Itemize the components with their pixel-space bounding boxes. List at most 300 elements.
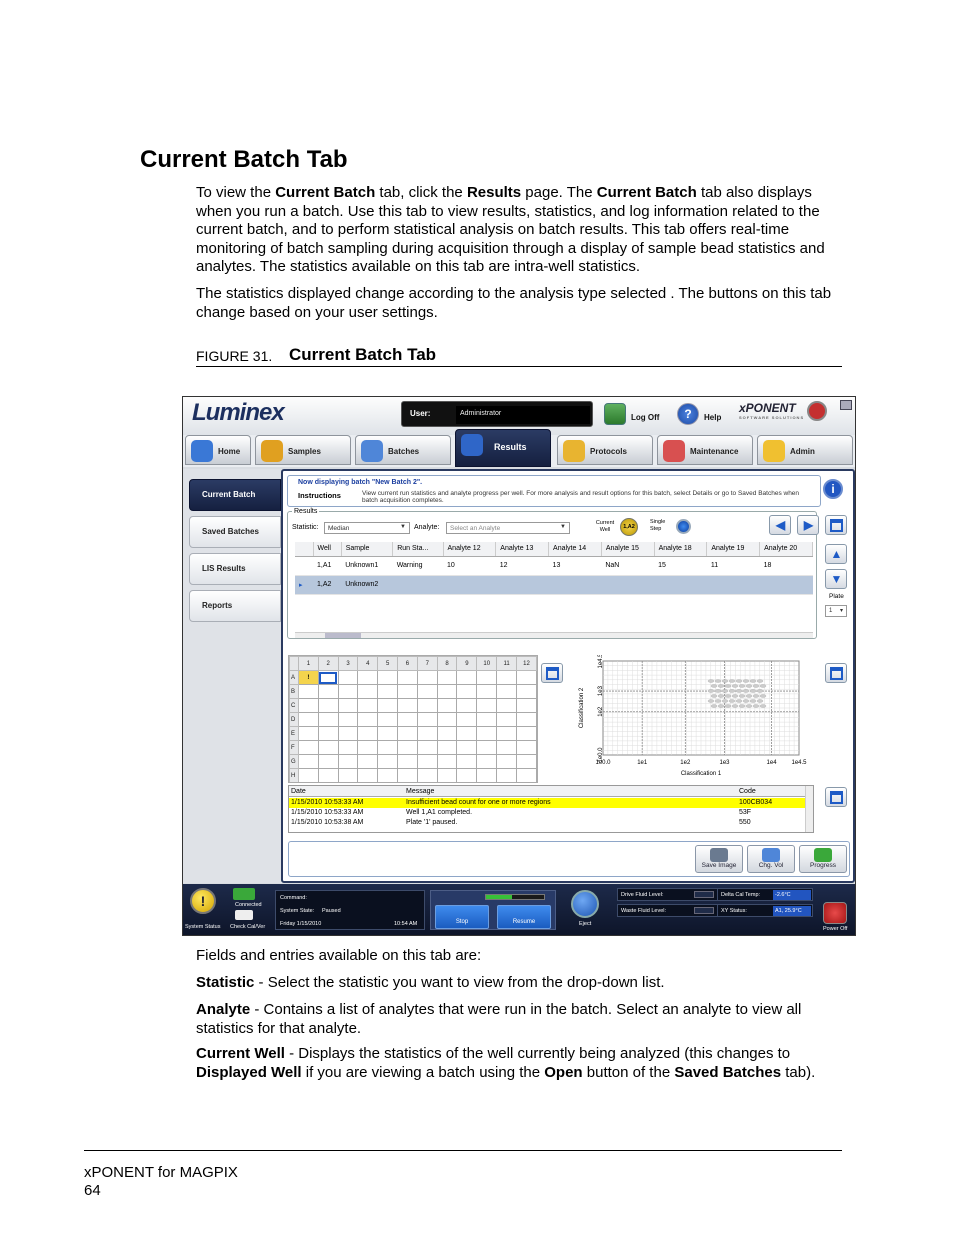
tab-samples[interactable] bbox=[255, 435, 351, 465]
plate-well[interactable] bbox=[437, 755, 457, 769]
bead-region bbox=[722, 680, 728, 683]
classification-chart bbox=[573, 655, 823, 783]
save-image-button[interactable] bbox=[695, 845, 743, 873]
run-controls bbox=[430, 890, 556, 930]
status-bar bbox=[183, 884, 856, 936]
batch-display-message: Now displaying batch "New Batch 2". bbox=[298, 479, 423, 486]
column-header[interactable]: Well bbox=[313, 542, 341, 556]
sidebar-item-saved-batches[interactable]: Saved Batches bbox=[189, 516, 281, 548]
analyte-select[interactable]: Select an Analyte ▼ bbox=[446, 522, 570, 534]
plate-well[interactable] bbox=[398, 671, 418, 685]
table-cell: 10 bbox=[443, 556, 496, 575]
plate-well[interactable] bbox=[437, 769, 457, 783]
help-button[interactable]: ? Help bbox=[677, 403, 729, 427]
plate-row-header: A bbox=[290, 671, 299, 685]
bead-region bbox=[760, 705, 766, 708]
plate-well-warning[interactable]: ! bbox=[298, 671, 318, 685]
plate-well[interactable] bbox=[497, 741, 517, 755]
bead-region bbox=[746, 685, 752, 688]
plate-corner bbox=[290, 657, 299, 671]
single-step-label: Single Step bbox=[650, 519, 666, 532]
classification-chart-svg bbox=[573, 655, 823, 783]
bead-region bbox=[732, 685, 738, 688]
command-label: Command: bbox=[280, 895, 307, 901]
expand-plate-button[interactable] bbox=[541, 663, 563, 683]
system-state-value: Paused bbox=[322, 908, 341, 914]
log-cell: 1/15/2010 10:53:33 AM bbox=[291, 799, 364, 806]
tab-protocols[interactable] bbox=[557, 435, 653, 465]
column-header[interactable]: Analyte 18 bbox=[654, 542, 707, 556]
column-header[interactable]: Analyte 12 bbox=[443, 542, 496, 556]
instructions-text: View current run statistics and analyte progress per well. For more analysis and result options for this batch, select Details or go to Saved Batches when batch acquisition completes. bbox=[362, 490, 800, 504]
intro-paragraph bbox=[196, 184, 846, 277]
plate-well[interactable] bbox=[417, 713, 437, 727]
bead-region bbox=[732, 695, 738, 698]
user-value: Administrator bbox=[456, 406, 590, 424]
plate-well[interactable] bbox=[437, 713, 457, 727]
plate-well[interactable] bbox=[477, 713, 497, 727]
plate-well[interactable] bbox=[437, 685, 457, 699]
bead-region bbox=[753, 695, 759, 698]
plate-well[interactable] bbox=[378, 671, 398, 685]
plate-well[interactable] bbox=[318, 727, 338, 741]
plate-well[interactable] bbox=[516, 685, 536, 699]
plate-column-header: 5 bbox=[378, 657, 398, 671]
text-run: - Displays the statistics of the well currently being analyzed (this changes to bbox=[284, 1045, 791, 1062]
plate-well[interactable] bbox=[398, 699, 418, 713]
plate-well[interactable] bbox=[338, 755, 358, 769]
connected-icon bbox=[233, 888, 255, 900]
y-axis-label: Classification 2 bbox=[579, 687, 585, 729]
check-cal-label: Check Cal/Ver bbox=[230, 924, 266, 930]
y-tick-label: 1e3 bbox=[598, 686, 604, 697]
plate-well[interactable] bbox=[378, 755, 398, 769]
bold-term: Current Well bbox=[196, 1045, 285, 1062]
log-cell: Plate '1' paused. bbox=[406, 819, 458, 826]
bead-region bbox=[708, 690, 714, 693]
analyte-label: Analyte: bbox=[414, 524, 440, 531]
tab-maintenance[interactable] bbox=[657, 435, 753, 465]
plate-well[interactable] bbox=[497, 769, 517, 783]
plate-well[interactable] bbox=[417, 727, 437, 741]
plate-well[interactable] bbox=[477, 727, 497, 741]
bead-region bbox=[743, 700, 749, 703]
bead-region bbox=[708, 700, 714, 703]
bead-region bbox=[760, 685, 766, 688]
plate-well[interactable] bbox=[358, 741, 378, 755]
plate-well[interactable] bbox=[298, 699, 318, 713]
y-tick-label: 1e0.0 bbox=[598, 747, 604, 763]
table-cell bbox=[496, 575, 549, 594]
column-header[interactable]: Analyte 19 bbox=[707, 542, 760, 556]
column-header[interactable]: Analyte 13 bbox=[496, 542, 549, 556]
plate-well[interactable] bbox=[378, 769, 398, 783]
plate-well[interactable] bbox=[358, 713, 378, 727]
plate-well[interactable] bbox=[457, 671, 477, 685]
figure-caption bbox=[196, 345, 842, 367]
plate-well[interactable] bbox=[338, 699, 358, 713]
tab-label: Admin bbox=[790, 447, 815, 456]
x-axis-label: Classification 1 bbox=[680, 771, 722, 777]
plate-well[interactable] bbox=[298, 741, 318, 755]
plate-well[interactable] bbox=[358, 685, 378, 699]
column-header[interactable]: Analyte 20 bbox=[760, 542, 813, 556]
column-header[interactable]: Sample bbox=[341, 542, 393, 556]
plate-well[interactable] bbox=[437, 671, 457, 685]
plate-row-header: G bbox=[290, 755, 299, 769]
action-bar bbox=[288, 841, 850, 877]
plate-well[interactable] bbox=[457, 685, 477, 699]
drive-fluid-label: Drive Fluid Level: bbox=[621, 892, 664, 898]
x-tick-label: 1e0.0 bbox=[595, 760, 611, 766]
drive-fluid-bar bbox=[694, 891, 714, 898]
bead-region bbox=[715, 680, 721, 683]
single-step-toggle[interactable] bbox=[676, 519, 691, 534]
xponent-logo: xPONENT SOFTWARE SOLUTIONS bbox=[739, 401, 805, 420]
plate-well[interactable] bbox=[358, 699, 378, 713]
bead-region bbox=[711, 695, 717, 698]
plate-well[interactable] bbox=[298, 727, 318, 741]
row-selector-header bbox=[295, 542, 313, 556]
table-cell: NaN bbox=[601, 556, 654, 575]
eject-label: Eject bbox=[579, 921, 592, 927]
plate-well[interactable] bbox=[497, 713, 517, 727]
column-header[interactable]: Analyte 15 bbox=[601, 542, 654, 556]
table-cell bbox=[654, 575, 707, 594]
bead-region bbox=[743, 690, 749, 693]
text-run: if you are viewing a batch using the bbox=[301, 1063, 545, 1081]
plate-well[interactable] bbox=[477, 671, 497, 685]
log-column-header[interactable]: Code bbox=[739, 788, 756, 795]
logoff-button[interactable]: Log Off bbox=[604, 403, 664, 427]
sidebar-item-lis-results[interactable]: LIS Results bbox=[189, 553, 281, 585]
plate-well[interactable] bbox=[457, 769, 477, 783]
plate-well[interactable] bbox=[497, 671, 517, 685]
plate-well[interactable] bbox=[437, 699, 457, 713]
text-run: page. The bbox=[521, 184, 597, 201]
plate-well[interactable] bbox=[378, 713, 398, 727]
text-run: tab, click the bbox=[375, 184, 467, 201]
plate-well[interactable] bbox=[457, 713, 477, 727]
plate-well[interactable] bbox=[318, 769, 338, 783]
log-table bbox=[288, 785, 814, 833]
chevron-down-icon: ▼ bbox=[560, 524, 566, 530]
instructions-label: Instructions bbox=[298, 491, 341, 500]
table-cell: 1,A2 bbox=[313, 575, 341, 594]
log-scrollbar[interactable] bbox=[805, 786, 813, 832]
definition-statistic bbox=[196, 974, 846, 993]
plate-well[interactable] bbox=[457, 727, 477, 741]
power-off-icon[interactable] bbox=[823, 902, 847, 924]
expand-log-button[interactable] bbox=[825, 787, 847, 807]
intro-paragraph-2: The statistics displayed change according to the analysis type selected . The buttons on this tab change based on your user settings. bbox=[196, 285, 832, 321]
arrow-right-icon: ▶ bbox=[803, 518, 814, 532]
sidebar-item-reports[interactable]: Reports bbox=[189, 590, 281, 622]
plate-well[interactable] bbox=[358, 671, 378, 685]
plate-well[interactable] bbox=[516, 741, 536, 755]
plate-well[interactable] bbox=[358, 727, 378, 741]
software-screenshot bbox=[182, 396, 856, 936]
delta-cal-value: -2.6°C bbox=[773, 890, 811, 900]
plate-well[interactable] bbox=[298, 769, 318, 783]
row-selector[interactable] bbox=[295, 556, 313, 575]
tab-label: Home bbox=[218, 447, 241, 456]
column-header[interactable]: Run Sta... bbox=[393, 542, 443, 556]
plate-well[interactable] bbox=[358, 755, 378, 769]
home-icon bbox=[191, 440, 213, 462]
plate-well[interactable] bbox=[417, 769, 437, 783]
bar-chart-icon bbox=[814, 848, 832, 862]
plate-well[interactable] bbox=[398, 769, 418, 783]
main-tabs bbox=[183, 435, 856, 467]
bead-region bbox=[722, 690, 728, 693]
button-label: Save Image bbox=[701, 862, 737, 869]
plate-well[interactable] bbox=[398, 685, 418, 699]
text-run: button of the bbox=[582, 1063, 675, 1081]
plate-well[interactable] bbox=[516, 755, 536, 769]
y-tick-label: 1e2 bbox=[598, 706, 604, 717]
plate-well[interactable] bbox=[516, 769, 536, 783]
tab-results[interactable] bbox=[455, 429, 551, 467]
plate-well[interactable] bbox=[358, 769, 378, 783]
plate-column-header: 4 bbox=[358, 657, 378, 671]
figure-title: Current Batch Tab bbox=[289, 345, 437, 364]
luminex-logo: Luminex bbox=[192, 399, 284, 426]
chevron-down-icon: ▼ bbox=[400, 524, 406, 530]
log-cell: 1/15/2010 10:53:38 AM bbox=[291, 819, 364, 826]
status-time: 10:54 AM bbox=[394, 921, 418, 927]
table-row[interactable] bbox=[295, 556, 813, 575]
window-icon bbox=[830, 791, 843, 804]
plate-well[interactable] bbox=[497, 727, 517, 741]
log-header-row bbox=[289, 786, 813, 797]
plate-well[interactable] bbox=[338, 741, 358, 755]
bead-region bbox=[750, 700, 756, 703]
plate-well[interactable] bbox=[477, 755, 497, 769]
plate-map bbox=[288, 655, 538, 783]
bead-region bbox=[729, 700, 735, 703]
connected-label: Connected bbox=[235, 902, 262, 908]
plate-well[interactable] bbox=[417, 755, 437, 769]
column-header[interactable]: Analyte 14 bbox=[549, 542, 602, 556]
plate-well[interactable] bbox=[437, 741, 457, 755]
fields-intro: Fields and entries available on this tab are: bbox=[196, 947, 482, 964]
move-up-button[interactable] bbox=[825, 544, 847, 564]
move-down-button[interactable] bbox=[825, 569, 847, 589]
log-cell: 1/15/2010 10:53:33 AM bbox=[291, 809, 364, 816]
expand-results-button[interactable] bbox=[825, 515, 847, 535]
plate-well[interactable] bbox=[477, 741, 497, 755]
batches-icon bbox=[361, 440, 383, 462]
plate-well[interactable] bbox=[457, 741, 477, 755]
scroll-thumb[interactable] bbox=[325, 633, 361, 638]
bead-region bbox=[750, 680, 756, 683]
log-cell: Insufficient bead count for one or more regions bbox=[406, 799, 551, 806]
plate-well[interactable] bbox=[477, 769, 497, 783]
plate-well[interactable] bbox=[516, 727, 536, 741]
bold-term: Results bbox=[466, 184, 522, 201]
plate-well[interactable] bbox=[417, 741, 437, 755]
plate-well[interactable] bbox=[338, 685, 358, 699]
system-status-icon[interactable]: ! bbox=[190, 888, 216, 914]
plate-well[interactable] bbox=[318, 741, 338, 755]
plate-well[interactable] bbox=[497, 685, 517, 699]
table-row[interactable] bbox=[295, 575, 813, 594]
plate-well[interactable] bbox=[477, 699, 497, 713]
text-run: tab also displays when you run a batch. Use this tab to view results, statistics, and log information related to the current batch, and to perform statistical analysis on batch results. This tab offers real-time monitoring of batch sampling during acquisition through a display of sample bead statistics and analytes. The statistics available on this tab are intra-well statistics. bbox=[196, 184, 825, 276]
window-icon bbox=[830, 519, 843, 532]
plate-well[interactable] bbox=[298, 713, 318, 727]
minimize-button[interactable] bbox=[840, 400, 852, 410]
plate-row-header: H bbox=[290, 769, 299, 783]
button-label: Progress bbox=[809, 862, 836, 869]
system-status-label: System Status bbox=[185, 924, 221, 930]
expand-chart-button[interactable] bbox=[825, 663, 847, 683]
table-cell bbox=[707, 575, 760, 594]
log-row[interactable] bbox=[289, 798, 809, 808]
bead-region bbox=[746, 705, 752, 708]
bead-region bbox=[736, 700, 742, 703]
resume-button[interactable]: Resume bbox=[497, 905, 551, 929]
current-well-indicator: 1,A2 bbox=[620, 518, 638, 536]
x-tick-label: 1e4.5 bbox=[791, 760, 807, 766]
plate-well[interactable] bbox=[318, 685, 338, 699]
check-cal-icon[interactable] bbox=[235, 910, 253, 920]
results-table bbox=[295, 542, 813, 626]
plate-well[interactable] bbox=[378, 741, 398, 755]
empty-row bbox=[295, 594, 813, 626]
plate-select[interactable]: 1 ▾ bbox=[825, 605, 847, 617]
bead-region bbox=[725, 695, 731, 698]
plate-column-header: 10 bbox=[477, 657, 497, 671]
plate-well[interactable] bbox=[398, 741, 418, 755]
plate-well[interactable] bbox=[318, 713, 338, 727]
bold-term: Saved Batches bbox=[674, 1063, 782, 1081]
button-label: Chg. Vol bbox=[758, 862, 784, 869]
command-box bbox=[275, 890, 425, 930]
plate-well[interactable] bbox=[318, 699, 338, 713]
progress-button[interactable] bbox=[799, 845, 847, 873]
plate-well[interactable] bbox=[318, 755, 338, 769]
table-cell: Warning bbox=[393, 556, 443, 575]
tab-label: Samples bbox=[288, 447, 321, 456]
plate-well[interactable] bbox=[338, 713, 358, 727]
table-cell: 18 bbox=[760, 556, 813, 575]
bead-region bbox=[753, 705, 759, 708]
table-cell bbox=[393, 575, 443, 594]
next-button[interactable] bbox=[797, 515, 819, 535]
info-icon[interactable]: i bbox=[823, 479, 843, 499]
plate-well[interactable] bbox=[516, 699, 536, 713]
plate-well[interactable] bbox=[477, 685, 497, 699]
bead-region bbox=[736, 690, 742, 693]
chg-vol-button[interactable] bbox=[747, 845, 795, 873]
bead-region bbox=[718, 695, 724, 698]
user-label: User: bbox=[410, 409, 431, 418]
table-cell: 15 bbox=[654, 556, 707, 575]
statistic-select[interactable]: Median ▼ bbox=[324, 522, 410, 534]
row-selector[interactable]: ▸ bbox=[295, 575, 313, 594]
plate-well[interactable] bbox=[298, 755, 318, 769]
log-cell: 53F bbox=[739, 809, 752, 816]
plate-well[interactable] bbox=[417, 671, 437, 685]
table-cell: 13 bbox=[549, 556, 602, 575]
x-tick-label: 1e4 bbox=[766, 760, 777, 766]
tab-admin[interactable] bbox=[757, 435, 853, 465]
plate-well[interactable] bbox=[338, 671, 358, 685]
log-column-header[interactable]: Date bbox=[291, 788, 306, 795]
plate-row-header: C bbox=[290, 699, 299, 713]
plate-well[interactable] bbox=[437, 727, 457, 741]
plate-well[interactable] bbox=[497, 699, 517, 713]
chevron-down-icon: ▾ bbox=[839, 608, 843, 614]
plate-well[interactable] bbox=[417, 685, 437, 699]
bold-term: Current Batch bbox=[275, 184, 376, 201]
plate-well[interactable] bbox=[338, 769, 358, 783]
window-icon bbox=[830, 667, 843, 680]
plate-well[interactable] bbox=[378, 685, 398, 699]
plate-well[interactable] bbox=[457, 755, 477, 769]
footer-product: xPONENT for MAGPIX bbox=[84, 1164, 238, 1181]
sidebar-item-current-batch[interactable]: Current Batch bbox=[189, 479, 281, 511]
table-cell: Unknown1 bbox=[341, 556, 393, 575]
log-column-header[interactable]: Message bbox=[406, 788, 435, 795]
bead-region bbox=[757, 680, 763, 683]
plate-well[interactable] bbox=[516, 671, 536, 685]
plate-well[interactable] bbox=[378, 699, 398, 713]
user-box bbox=[401, 401, 593, 427]
admin-icon bbox=[763, 440, 785, 462]
plate-well[interactable] bbox=[398, 713, 418, 727]
plate-well[interactable] bbox=[398, 727, 418, 741]
plate-well[interactable] bbox=[378, 727, 398, 741]
plate-well[interactable] bbox=[417, 699, 437, 713]
tab-home[interactable] bbox=[185, 435, 251, 465]
plate-well[interactable] bbox=[398, 755, 418, 769]
bead-region bbox=[715, 690, 721, 693]
log-row[interactable] bbox=[289, 808, 809, 818]
stop-button[interactable]: Stop bbox=[435, 905, 489, 929]
plate-row-header: B bbox=[290, 685, 299, 699]
bead-region bbox=[729, 680, 735, 683]
plate-well[interactable] bbox=[457, 699, 477, 713]
y-tick-label: 1e4.5 bbox=[598, 655, 604, 669]
tab-batches[interactable] bbox=[355, 435, 451, 465]
bead-region bbox=[743, 680, 749, 683]
bead-region bbox=[739, 685, 745, 688]
bead-region bbox=[718, 705, 724, 708]
tab-label: Protocols bbox=[590, 447, 627, 456]
plate-column-header: 12 bbox=[516, 657, 536, 671]
horizontal-scrollbar[interactable] bbox=[295, 632, 813, 638]
plate-well[interactable] bbox=[338, 727, 358, 741]
prev-button[interactable] bbox=[769, 515, 791, 535]
x-tick-label: 1e2 bbox=[680, 760, 691, 766]
definition-analyte bbox=[196, 1001, 846, 1038]
log-row[interactable] bbox=[289, 818, 809, 828]
bead-region bbox=[729, 690, 735, 693]
plate-well-current[interactable] bbox=[318, 671, 338, 685]
table-cell bbox=[601, 575, 654, 594]
plate-well[interactable] bbox=[298, 685, 318, 699]
bold-term: Displayed Well bbox=[196, 1063, 302, 1081]
protocols-icon bbox=[563, 440, 585, 462]
plate-well[interactable] bbox=[497, 755, 517, 769]
record-indicator-icon bbox=[807, 401, 827, 421]
plate-well[interactable] bbox=[516, 713, 536, 727]
xy-status-value: A1, 25.9°C bbox=[773, 906, 811, 916]
eject-icon[interactable] bbox=[571, 890, 599, 918]
